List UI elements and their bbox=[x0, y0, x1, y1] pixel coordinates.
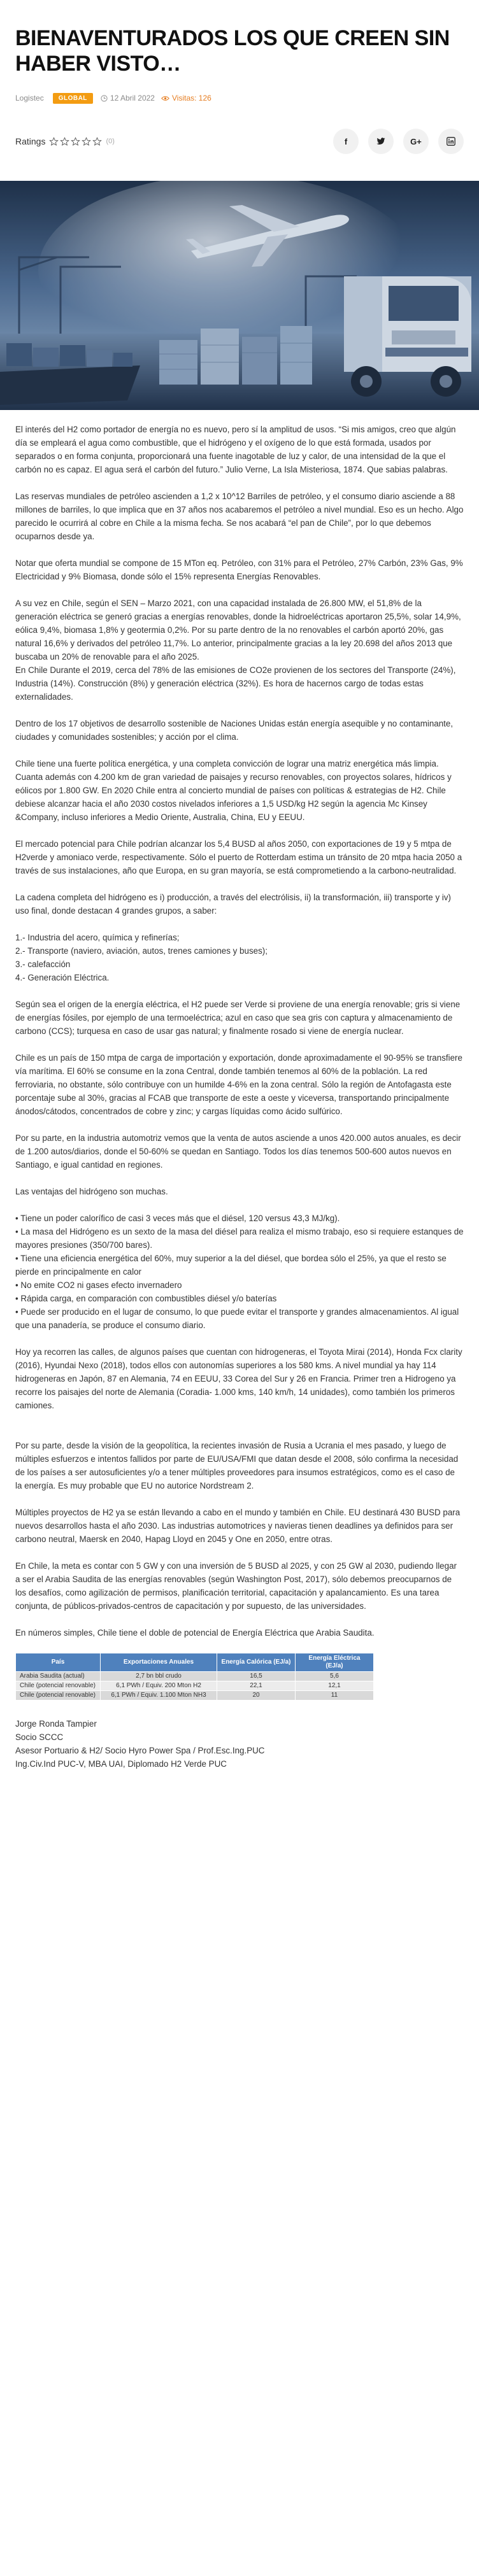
body-paragraph: En números simples, Chile tiene el doble de potencial de Energía Eléctrica que Arabia Saudita. bbox=[15, 1628, 375, 1638]
list-item: • Puede ser producido en el lugar de consumo, lo que puede evitar el transporte y grandes almacenamientos. Al igual que una panadería, se produce el consumo diario. bbox=[15, 1307, 459, 1330]
list-item: • La masa del Hidrógeno es un sexto de la masa del diésel para realiza el mismo trabajo, eso si requiere estanques de mayores presiones (350/700 bares). bbox=[15, 1227, 464, 1250]
article-title: BIENAVENTURADOS LOS QUE CREEN SIN HABER VISTO… bbox=[15, 26, 450, 76]
table-row bbox=[16, 1691, 374, 1701]
facebook-share-button[interactable] bbox=[333, 129, 359, 154]
body-paragraph: En Chile, la meta es contar con 5 GW y con una inversión de 5 BUSD al 2025, y con 25 GW al 2030, pudiendo llegar a ser el Arabia Saudita de las energías renovables (según Washington Post, 2017), sólo debemos preocuparnos de los desafíos, como agilización de permisos, planificación territorial, capacitación y apalancamiento. Es una tarea conjunta, de públicos-privados-centros de capacitación y por supuesto, de las universidades. bbox=[15, 1561, 457, 1611]
body-paragraph: Por su parte, desde la visión de la geopolítica, la recientes invasión de Rusia a Ucrania el mes pasado, y luego de múltiples esfuerzos e intentos fallidos por parte de EU/USA/FMI que datan desde el 2008, sólo confirma la necesidad de los países a ser autosuficientes y/o a tener múltiples proveedores para insumos estratégicos, como es el caso de la energía. Es muy probable que EU no autorice Nordstream 2. bbox=[15, 1441, 459, 1490]
facebook-icon: f bbox=[344, 136, 348, 146]
body-paragraph: Las reservas mundiales de petróleo ascienden a 1,2 x 10^12 Barriles de petróleo, y el consumo diario asciende a 88 millones de barriles, lo que implica que en 37 años nos acabaremos el petróleo a nivel mundial. Eso es un hecho. Algo parecido le ocurrirá al cobre en Chile a la misma fecha. Se nos acabará “el pan de Chile”, por lo que debemos ocuparnos desde ya. bbox=[15, 492, 464, 541]
list-item: 2.- Transporte (naviero, aviación, autos, trenes camiones y buses); bbox=[15, 946, 268, 956]
body-paragraph: A su vez en Chile, según el SEN – Marzo 2021, con una capacidad instalada de 26.800 MW, el 51,8% de la generación eléctrica se generó gracias a energías renovables, donde la hidroeléctricas aportaron 25,5%, solar 14,9%, eólica 9,4%, biomasa 1,8% y geotermia 0,2%. Por su parte dentro de la no renovables el carbón aportó 20%, gas natural 16,6% y derivados del petróleo 11,7%. Lo anterior, principalmente gracias a la ley 20.698 del años 2013 que buscaba un 20% de renovable para el año 2025. bbox=[15, 598, 461, 662]
star-icon[interactable] bbox=[49, 137, 59, 146]
star-icon[interactable] bbox=[92, 137, 102, 146]
signature-line: Ing.Civ.Ind PUC-V, MBA UAI, Diplomado H2 Verde PUC bbox=[15, 1759, 227, 1769]
star-icon[interactable] bbox=[71, 137, 80, 146]
table-cell: 2,7 bn bbl crudo bbox=[101, 1672, 217, 1681]
table-row bbox=[16, 1672, 374, 1681]
rating-widget bbox=[15, 136, 115, 146]
table-header-row bbox=[16, 1653, 374, 1672]
body-paragraph: En Chile Durante el 2019, cerca del 78% de las emisiones de CO2e provienen de los sectores del Transporte (24%), Industria (14%). Construcción (8%) y generación eléctrica (32%). Es hora de hacernos cargo de todas estas externalidades. bbox=[15, 665, 456, 702]
star-icon[interactable] bbox=[60, 137, 69, 146]
table-cell: 22,1 bbox=[217, 1681, 296, 1691]
linkedin-icon bbox=[447, 137, 455, 146]
table-cell: 16,5 bbox=[217, 1672, 296, 1681]
publish-date bbox=[101, 94, 155, 103]
author-link[interactable]: Logistec bbox=[15, 94, 44, 103]
list-item: • No emite CO2 ni gases efecto invernadero bbox=[15, 1280, 182, 1290]
google-plus-share-button[interactable] bbox=[403, 129, 429, 154]
rating-stars[interactable] bbox=[49, 137, 103, 146]
linkedin-share-button[interactable] bbox=[438, 129, 464, 154]
hydrogen-advantages-list bbox=[15, 1212, 464, 1332]
table-header: Exportaciones Anuales bbox=[101, 1653, 217, 1672]
body-paragraph: Múltiples proyectos de H2 ya se están llevando a cabo en el mundo y también en Chile. EU destinará 430 BUSD para nuevos desarrollos hasta el año 2030. Las industrias automotrices y navieras tienen deadlines ya definidos para ser carbono neutral, Maersk en 2040, Hapag Lloyd en 2045 y One en 2050, entre otras. bbox=[15, 1508, 461, 1544]
view-count-text: Visitas: 126 bbox=[171, 94, 211, 103]
category-badge[interactable]: GLOBAL bbox=[53, 93, 93, 104]
table-row bbox=[16, 1681, 374, 1691]
body-paragraph: El interés del H2 como portador de energía no es nuevo, pero sí la amplitud de usos. “Si mis amigos, creo que algún día se empleará el agua como combustible, que el hidrógeno y el oxígeno de lo que está formada, usados por separados o en forma conjunta, proporcionará una fuente inagotable de luz y calor, de una intensidad de la que el carbón no es capaz. El agua será el carbón del futuro.” Julio Verne, La Isla Misteriosa, 1874. Que sabias palabras. bbox=[15, 425, 456, 474]
body-paragraph: Dentro de los 17 objetivos de desarrollo sostenible de Naciones Unidas están energía asequible y no contaminante, ciudades y comunidades sostenibles; y acción por el clima. bbox=[15, 719, 454, 742]
rating-count: (0) bbox=[106, 138, 115, 145]
ratings-label: Ratings bbox=[15, 136, 46, 146]
body-paragraph: La cadena completa del hidrógeno es i) producción, a través del electrólisis, ii) la transformación, iii) transporte y iv) uso final, donde destacan 4 grandes grupos, a saber: bbox=[15, 893, 451, 916]
article-body bbox=[0, 410, 479, 1771]
publish-date-text: 12 Abril 2022 bbox=[110, 94, 155, 103]
table-cell: Arabia Saudita (actual) bbox=[16, 1672, 101, 1681]
article-header bbox=[0, 0, 479, 154]
clock-icon bbox=[101, 95, 108, 102]
body-paragraph: Según sea el origen de la energía eléctrica, el H2 puede ser Verde si proviene de una energía renovable; gris si viene de energías fósiles, por ejemplo de una termoeléctrica; azul en caso que sea gris con captura y almacenamiento de carbono (CCS); turquesa en caso de usar gas natural; y finalmente rosado si viene de energía nuclear. bbox=[15, 1000, 461, 1036]
table-header: País bbox=[16, 1653, 101, 1672]
view-count bbox=[161, 94, 211, 103]
body-paragraph: Notar que oferta mundial se compone de 15 MTon eq. Petróleo, con 31% para el Petróleo, 27% Carbón, 23% Gas, 9% Electricidad y 9% Biomasa, donde sólo el 15% representa Energías Renovables. bbox=[15, 558, 463, 581]
table-cell: 11 bbox=[296, 1691, 374, 1701]
body-paragraph: Las ventajas del hidrógeno son muchas. bbox=[15, 1187, 168, 1196]
eye-icon bbox=[161, 96, 169, 101]
list-item: 4.- Generación Eléctrica. bbox=[15, 973, 110, 982]
google-plus-icon: G+ bbox=[410, 136, 422, 146]
table-cell: 6,1 PWh / Equiv. 1.100 Mton NH3 bbox=[101, 1691, 217, 1701]
table-cell: 5,6 bbox=[296, 1672, 374, 1681]
signature-line: Socio SCCC bbox=[15, 1732, 64, 1742]
list-item: • Tiene un poder calorífico de casi 3 veces más que el diésel, 120 versus 43,3 MJ/kg). bbox=[15, 1214, 340, 1223]
list-item: 1.- Industria del acero, química y refinerías; bbox=[15, 933, 180, 942]
list-item: 3.- calefacción bbox=[15, 959, 71, 969]
signature-line: Jorge Ronda Tampier bbox=[15, 1719, 97, 1729]
ratings-share-row bbox=[15, 129, 464, 154]
table-cell: 20 bbox=[217, 1691, 296, 1701]
body-paragraph: El mercado potencial para Chile podrían alcanzar los 5,4 BUSD al años 2050, con exportaciones de 19 y 5 mtpa de H2verde y amoniaco verde, respectivamente. Sólo el puerto de Rotterdam estima un tránsito de 20 mtpa hacia 2050 a través de sus instalaciones, año que Europa, en su gran mayoría, se está comprometiendo a la carbono-neutralidad. bbox=[15, 839, 462, 875]
body-paragraph: Hoy ya recorren las calles, de algunos países que cuentan con hidrogeneras, el Toyota Mirai (2014), Honda Fcx clarity (2016), Hyundai Nexo (2018), todos ellos con autonomías superiores a los 580 kms. A nivel mundial ya hay 114 hidrogeneras en Japón, 87 en Alemania, 74 en EEUU, 33 Corea del Sur y 26 en Francia. Primer tren a Hidrogeno ya recorre los paisajes del norte de Alemania (Coradia- 1.000 kms, 140 km/h, 14 unidades), como también los primeros camiones. bbox=[15, 1347, 462, 1410]
author-signature bbox=[15, 1717, 464, 1771]
body-paragraph: Chile tiene una fuerte política energética, y una completa convicción de lograr una matriz energética más limpia. Cuanta además con 4.200 km de gran variedad de paisajes y recurso renovables, con proyectos solares, hídricos y eólicos por 1.800 GW. En 2020 Chile entra al concierto mundial de países con políticas & estrategias de H2. Chile debiese alcanzar hacia el año 2030 costos nivelados inferiores a 1,5 USD/kg H2 según la agencia Mc Kinsey &Company, incluso inferiores a Medio Oriente, Australia, China, EU y EEUU. bbox=[15, 759, 452, 822]
star-icon[interactable] bbox=[82, 137, 91, 146]
energy-comparison-table bbox=[15, 1653, 374, 1701]
energy-comparison-table-wrap bbox=[15, 1653, 464, 1701]
list-item: • Tiene una eficiencia energética del 60%, muy superior a la del diésel, que bordea sólo el 25%, ya que el resto se pierde en principalmente en calor bbox=[15, 1254, 447, 1277]
table-cell: Chile (potencial renovable) bbox=[16, 1681, 101, 1691]
signature-line: Asesor Portuario & H2/ Socio Hyro Power Spa / Prof.Esc.Ing.PUC bbox=[15, 1746, 265, 1755]
hero-image bbox=[0, 181, 479, 410]
twitter-share-button[interactable] bbox=[368, 129, 394, 154]
hydrogen-uses-list bbox=[15, 931, 464, 984]
table-cell: 6,1 PWh / Equiv. 200 Mton H2 bbox=[101, 1681, 217, 1691]
table-cell: 12,1 bbox=[296, 1681, 374, 1691]
article-meta bbox=[15, 90, 464, 106]
share-buttons bbox=[324, 129, 464, 154]
list-item: • Rápida carga, en comparación con combustibles diésel y/o baterías bbox=[15, 1294, 277, 1303]
table-header: Energía Eléctrica (EJ/a) bbox=[296, 1653, 374, 1672]
twitter-icon bbox=[376, 138, 385, 145]
body-paragraph: Chile es un país de 150 mtpa de carga de importación y exportación, donde aproximadamente el 90-95% se transfiere vía marítima. El 60% se consume en la zona Central, donde también tenemos al 60% de la población. La red ferroviaria, no obstante, sólo contribuye con un humilde 4-6% en la zona central. Sólo la región de Antofagasta este porcentaje sube al 30%, gracias al FCAB que transporte de este a oeste y viceversa, transportando principalmente ánodos/cátodos, concentrados de cobre y zinc; y cargas líquidas como ácido sulfúrico. bbox=[15, 1053, 462, 1116]
body-paragraph: Por su parte, en la industria automotriz vemos que la venta de autos asciende a unos 420.000 autos anuales, es decir de 1.200 autos/diarios, donde el 50-60% se quedan en Santiago. Todos los días tenemos 500-600 autos nuevos en Santiago, e igual cantidad en regiones. bbox=[15, 1133, 461, 1170]
table-cell: Chile (potencial renovable) bbox=[16, 1691, 101, 1701]
table-header: Energía Calórica (EJ/a) bbox=[217, 1653, 296, 1672]
